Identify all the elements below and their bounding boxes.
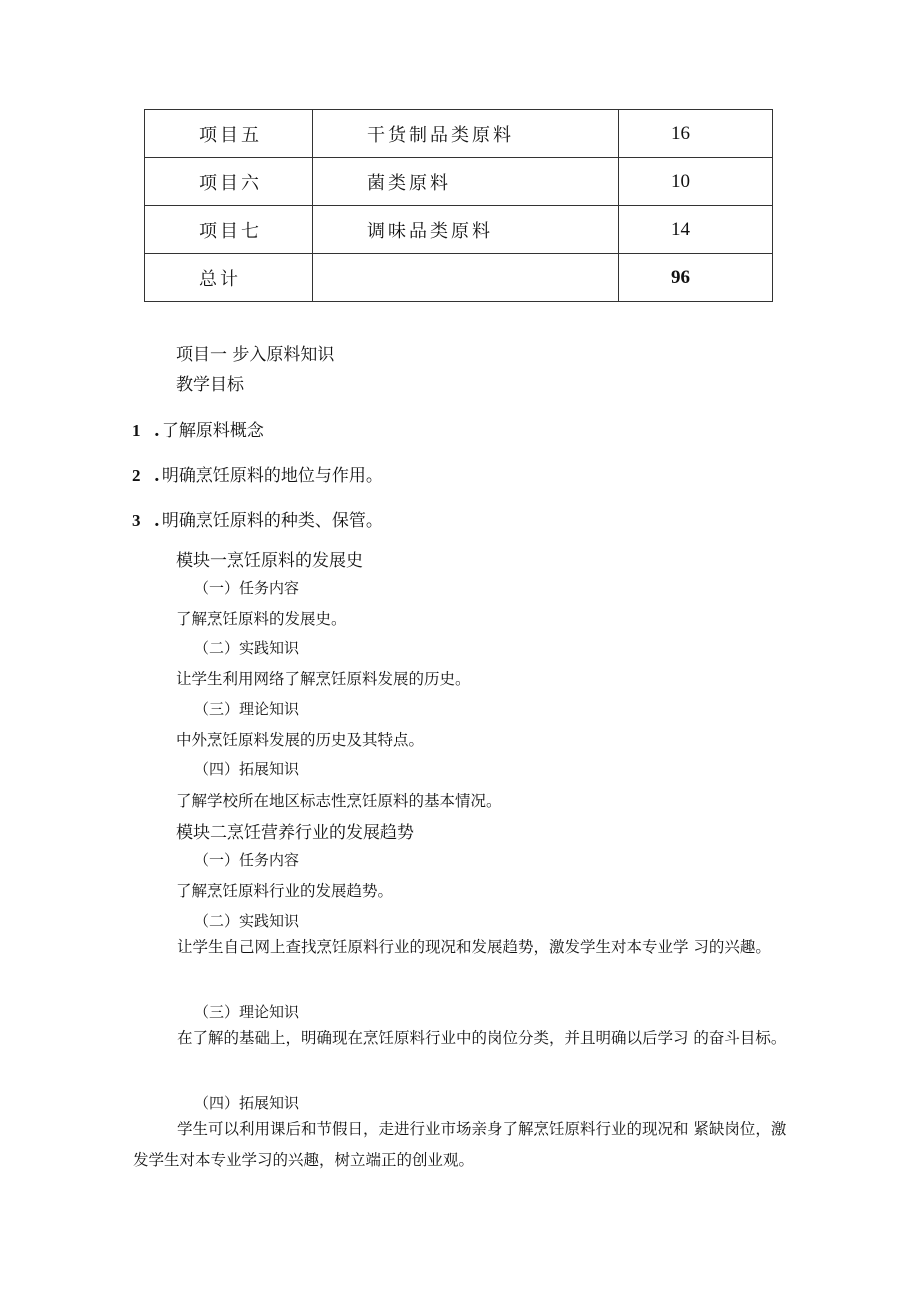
goal-dot: . bbox=[148, 511, 160, 531]
name-cell bbox=[313, 254, 619, 302]
goal-number: 3 bbox=[132, 511, 141, 530]
goal-item bbox=[132, 506, 383, 531]
goal-text: 明确烹饪原料的地位与作用。 bbox=[161, 466, 383, 486]
section-paragraph: 在了解的基础上，明确现在烹饪原料行业中的岗位分类，并且明确以后学习 的奋斗目标。 bbox=[177, 1029, 787, 1047]
section-heading: （一）任务内容 bbox=[194, 851, 300, 869]
name-cell: 干货制品类原料 bbox=[313, 110, 619, 158]
hours-cell: 16 bbox=[619, 110, 773, 158]
goal-item bbox=[132, 416, 264, 441]
goal-item bbox=[132, 461, 383, 486]
section-text: 了解学校所在地区标志性烹饪原料的基本情况。 bbox=[176, 792, 502, 810]
section-text: 中外烹饪原料发展的历史及其特点。 bbox=[176, 731, 425, 749]
table-row-total bbox=[145, 254, 773, 302]
hours-table bbox=[144, 109, 773, 302]
goal-text: 了解原料概念 bbox=[161, 421, 264, 441]
section-heading: （四）拓展知识 bbox=[194, 1094, 300, 1112]
section-heading: （三）理论知识 bbox=[194, 700, 300, 718]
name-cell: 调味品类原料 bbox=[313, 206, 619, 254]
section-paragraph: 学生可以利用课后和节假日，走进行业市场亲身了解烹饪原料行业的现况和 紧缺岗位，激发学生对本专业学习的兴趣，树立端正的创业观。 bbox=[133, 1120, 787, 1169]
module2-title: 模块二烹饪营养行业的发展趋势 bbox=[176, 823, 414, 843]
table-row bbox=[145, 206, 773, 254]
section-paragraph: 让学生自己网上查找烹饪原料行业的现况和发展趋势，激发学生对本专业学 习的兴趣。 bbox=[177, 938, 771, 956]
project-cell: 项目七 bbox=[145, 206, 313, 254]
goal-heading: 教学目标 bbox=[176, 375, 244, 395]
name-cell: 菌类原料 bbox=[313, 158, 619, 206]
goal-dot: . bbox=[148, 421, 160, 441]
project-cell: 项目六 bbox=[145, 158, 313, 206]
section-heading: （四）拓展知识 bbox=[194, 760, 300, 778]
goal-number: 1 bbox=[132, 421, 141, 440]
project-cell: 项目五 bbox=[145, 110, 313, 158]
section-heading: （一）任务内容 bbox=[194, 579, 300, 597]
hours-cell: 14 bbox=[619, 206, 773, 254]
section-heading: （三）理论知识 bbox=[194, 1003, 300, 1021]
table-row bbox=[145, 110, 773, 158]
project-title: 项目一 步入原料知识 bbox=[176, 345, 335, 365]
total-hours-cell: 96 bbox=[619, 254, 773, 302]
goal-dot: . bbox=[148, 466, 160, 486]
section-heading: （二）实践知识 bbox=[194, 912, 300, 930]
total-label-cell: 总计 bbox=[145, 254, 313, 302]
section-text: 了解烹饪原料的发展史。 bbox=[176, 610, 347, 628]
section-heading: （二）实践知识 bbox=[194, 639, 300, 657]
goal-number: 2 bbox=[132, 466, 141, 485]
table-row bbox=[145, 158, 773, 206]
section-text: 了解烹饪原料行业的发展趋势。 bbox=[176, 882, 394, 900]
goal-text: 明确烹饪原料的种类、保管。 bbox=[161, 511, 383, 531]
section-text: 让学生利用网络了解烹饪原料发展的历史。 bbox=[176, 670, 471, 688]
module1-title: 模块一烹饪原料的发展史 bbox=[176, 551, 363, 571]
hours-cell: 10 bbox=[619, 158, 773, 206]
